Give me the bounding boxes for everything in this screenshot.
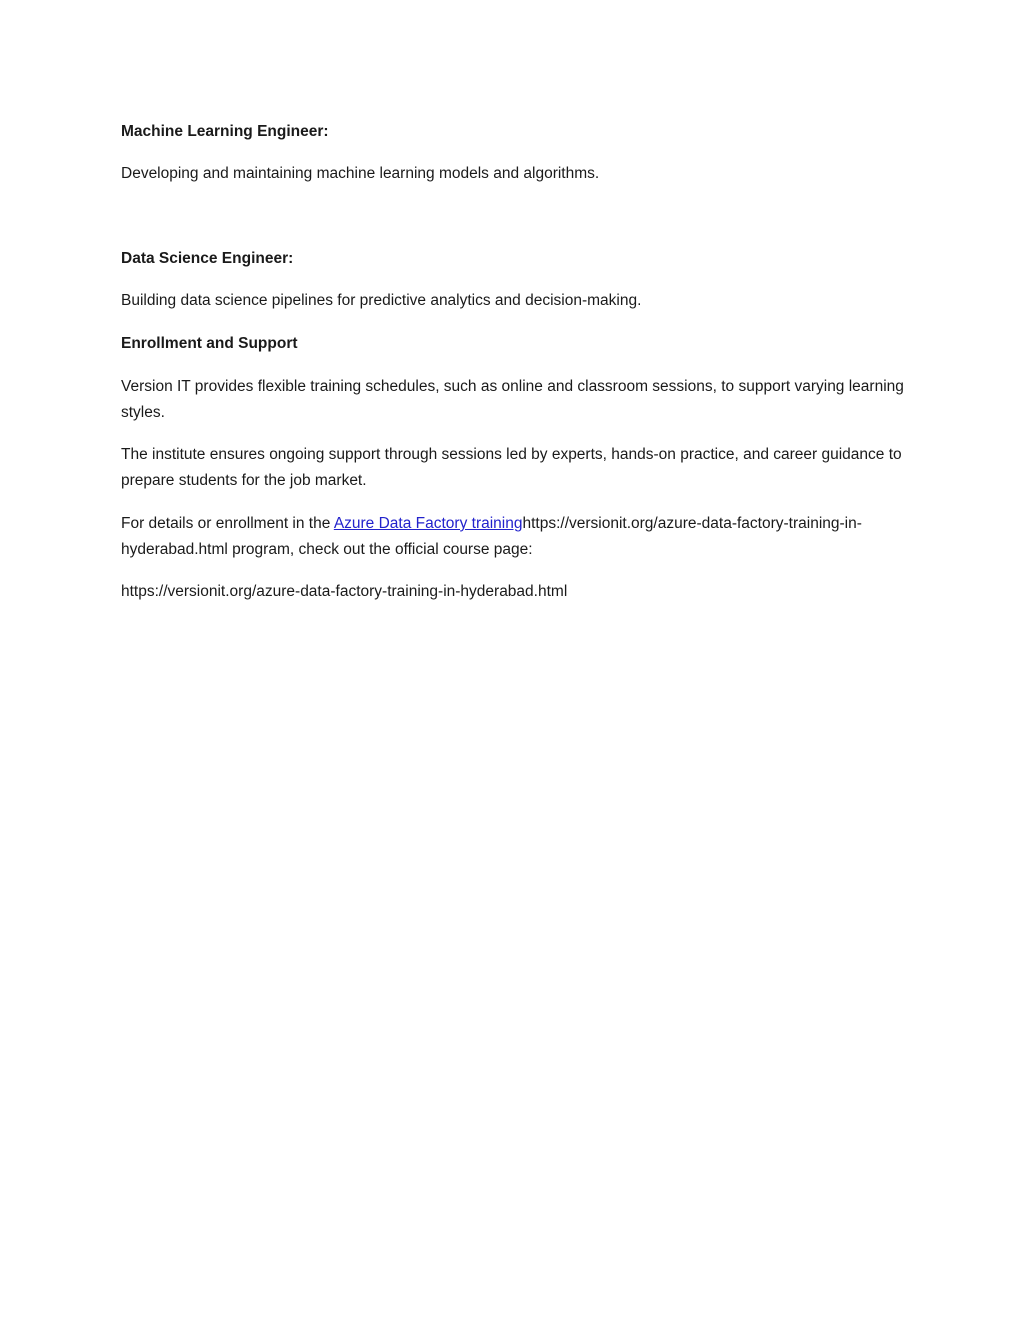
enrollment-paragraph-1: Version IT provides flexible training schedules, such as online and classroom sessions, to support varying learning styles. (121, 378, 904, 421)
section-text-ds-engineer: Building data science pipelines for predictive analytics and decision-making. (121, 292, 642, 309)
paragraph-3-suffix: https://versionit.org/azure-data-factory-training-in-hyderabad.html program, check out the official course page: (121, 515, 862, 558)
section-heading-ds-engineer: Data Science Engineer: (121, 250, 294, 267)
enrollment-paragraph-3 (121, 511, 911, 563)
enrollment-heading: Enrollment and Support (121, 335, 298, 352)
section-text-ml-engineer: Developing and maintaining machine learning models and algorithms. (121, 165, 600, 182)
enrollment-paragraph-2: The institute ensures ongoing support through sessions led by experts, hands-on practice, and career guidance to prepare students for the job market. (121, 446, 902, 489)
section-heading-ml-engineer: Machine Learning Engineer: (121, 123, 329, 140)
course-page-url: https://versionit.org/azure-data-factory-training-in-hyderabad.html (121, 583, 568, 600)
paragraph-3-prefix: For details or enrollment in the (121, 515, 334, 532)
azure-data-factory-training-link[interactable]: Azure Data Factory training (333, 515, 523, 532)
